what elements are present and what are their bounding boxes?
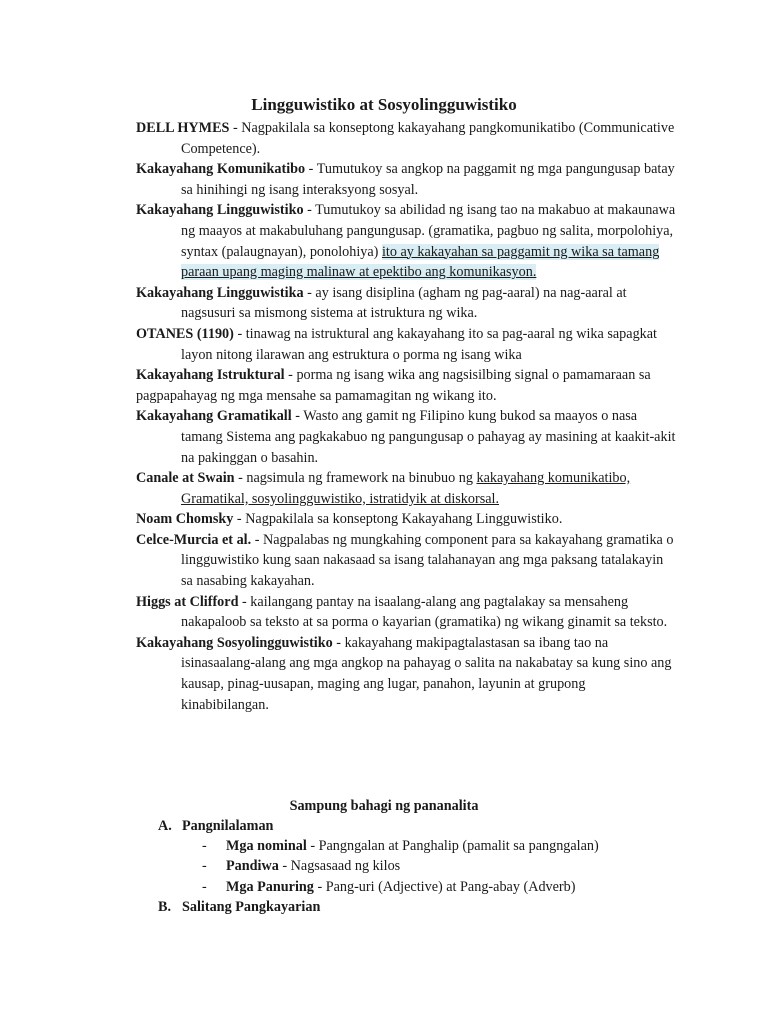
definition-entry: Kakayahang Komunikatibo - Tumutukoy sa angkop na paggamit ng mga pangungusap batay sa hinihingi ng isang interaksyong sosyal. xyxy=(136,161,675,198)
bullet-dash: - xyxy=(202,858,207,875)
outline-letter: B. xyxy=(158,898,172,915)
entry-term: DELL HYMES xyxy=(136,120,230,136)
entry-text: Tumutukoy sa angkop na paggamit ng mga pangungusap batay sa hinihingi ng isang interaksyong sosyal. xyxy=(181,161,675,198)
entry-text: kakayahang makipagtalastasan sa ibang tao na isinasaalang-alang ang mga angkop na pahayag o salita na nakabatay sa kung sino ang kausap, pinag-uusapan, maging ang lugar, panahon, layunin at grupong kinabibilangan. xyxy=(181,634,672,713)
entry-term: Higgs at Clifford xyxy=(136,593,239,610)
definition-entry: Higgs at Clifford - kailangang pantay na isaalang-alang ang pagtalakay sa mensaheng nakapaloob sa teksto at sa porma o kayarian (gramatika) ng wikang ginamit sa teksto. xyxy=(136,593,668,631)
outline-letter: A. xyxy=(158,818,172,834)
definition-entry: DELL HYMES - Nagpakilala sa konseptong kakayahang pangkomunikatibo (Communicative Competence). xyxy=(136,120,675,157)
entry-term: Kakayahang Istruktural xyxy=(136,367,285,384)
entry-term: Kakayahang Lingguwistiko xyxy=(136,202,304,219)
outline-label: Pangnilalaman xyxy=(182,818,274,834)
outline-subitem xyxy=(158,836,678,856)
entry-text: porma ng isang wika ang nagsisilbing signal o pamamaraan sa pagpapahayag ng mga mensahe sa pamamagitan ng wikang ito. xyxy=(136,367,651,404)
definition-entry: Kakayahang Lingguwistika - ay isang disiplina (agham ng pag-aaral) na nag-aaral at nagsusuri sa mismong sistema at istruktura ng wika. xyxy=(136,284,627,322)
outline-subitem xyxy=(158,877,678,897)
definition-entry: Kakayahang Istruktural - porma ng isang wika ang nagsisilbing signal o pamamaraan sa pagpapahayag ng mga mensahe sa pamamagitan ng wikang ito. xyxy=(136,367,651,404)
bullet-dash: - xyxy=(202,838,207,855)
subitem-term: Mga nominal xyxy=(226,838,307,855)
entry-text: Nagpakilala sa konseptong Kakayahang Lingguwistiko. xyxy=(245,511,563,528)
definition-entry: Canale at Swain - nagsimula ng framework na binubuo ng kakayahang komunikatibo, Gramatikal, sosyolingguwistiko, istratidyik at diskorsal. xyxy=(136,470,631,507)
entry-term: Noam Chomsky xyxy=(136,511,234,528)
definition-entry: Noam Chomsky - Nagpakilala sa konseptong Kakayahang Lingguwistiko. xyxy=(136,511,563,528)
entry-term: Canale at Swain xyxy=(136,470,235,487)
definition-entry: Celce-Murcia et al. - Nagpalabas ng mungkahing component para sa kakayahang gramatika o lingguwistiko kung saan nakasaad sa isang talahanayan ang mga paksang tatalakayin sa nasabing kakayahan. xyxy=(136,531,674,590)
definition-entry: Kakayahang Gramatikall - Wasto ang gamit ng Filipino kung bukod sa maayos o nasa tamang Sistema ang pagkakabuo ng pangungusap o pahayag ay masining at kaakit-akit na pakinggan o basahin. xyxy=(136,408,676,466)
entry-term: Kakayahang Komunikatibo xyxy=(136,161,306,178)
subitem-term: Mga Panuring xyxy=(226,878,314,895)
outline-item xyxy=(158,897,678,917)
entry-text: Nagpakilala sa konseptong kakayahang pangkomunikatibo (Communicative Competence). xyxy=(181,120,675,157)
entry-term: Kakayahang Sosyolingguwistiko xyxy=(136,634,333,651)
entry-text: kailangang pantay na isaalang-alang ang pagtalakay sa mensaheng nakapaloob sa teksto at sa porma o kayarian (gramatika) ng wikang ginamit sa teksto. xyxy=(181,593,668,631)
entry-text: Tumutukoy sa abilidad ng isang tao na makabuo at makaunawa ng maayos at makabuluhang pangungusap. (gramatika, pagbuo ng salita, morpolohiya, syntax (palaugnayan), ponolohiya) xyxy=(181,202,676,260)
highlighted-text: ito ay kakayahan sa paggamit ng wika sa tamang paraan upang maging malinaw at epektibo ang komunikasyon. xyxy=(181,243,660,281)
entry-text: Nagpalabas ng mungkahing component para sa kakayahang gramatika o lingguwistiko kung saan nakasaad sa isang talahanayan ang mga paksang tatalakayin sa nasabing kakayahan. xyxy=(181,531,674,590)
subitem-text: - Pangngalan at Panghalip (pamalit sa pangngalan) xyxy=(306,838,599,855)
subitem-text: - Pang-uri (Adjective) at Pang-abay (Adverb) xyxy=(313,878,576,895)
entry-term: Kakayahang Lingguwistika xyxy=(136,284,304,301)
subitem-term: Pandiwa xyxy=(226,858,279,875)
section-title: Sampung bahagi ng pananalita xyxy=(289,798,479,814)
entry-text: tinawag na istruktural ang kakayahang ito sa pag-aaral ng wika sapagkat layon nitong ilarawan ang estruktura o porma ng isang wika xyxy=(181,325,658,363)
subitem-text: - Nagsasaad ng kilos xyxy=(278,858,401,875)
entry-term: Celce-Murcia et al. xyxy=(136,531,252,548)
definition-entry: OTANES (1190) - tinawag na istruktural ang kakayahang ito sa pag-aaral ng wika sapagkat layon nitong ilarawan ang estruktura o porma ng isang wika xyxy=(136,325,658,363)
underlined-text: kakayahang komunikatibo, Gramatikal, sosyolingguwistiko, istratidyik at diskorsal. xyxy=(181,470,631,507)
entry-text: nagsimula ng framework na binubuo ng xyxy=(246,470,477,487)
entry-text: ay isang disiplina (agham ng pag-aaral) na nag-aaral at nagsusuri sa mismong sistema at istruktura ng wika. xyxy=(181,284,627,322)
outline-item xyxy=(158,816,678,836)
definition-entry: Kakayahang Lingguwistiko - Tumutukoy sa abilidad ng isang tao na makabuo at makaunawa ng maayos at makabuluhang pangungusap. (gramatika, pagbuo ng salita, morpolohiya, syntax (palaugnayan), ponolohiya) ito ay kakayahan sa paggamit ng wika sa tamang paraan upang maging malinaw at epektibo ang komunikasyon. xyxy=(136,202,676,281)
bullet-dash: - xyxy=(202,878,207,895)
definition-list xyxy=(136,118,676,715)
entry-text: Wasto ang gamit ng Filipino kung bukod sa maayos o nasa tamang Sistema ang pagkakabuo ng pangungusap o pahayag ay masining at kaakit-akit na pakinggan o basahin. xyxy=(181,408,676,466)
entry-term: Kakayahang Gramatikall xyxy=(136,408,292,425)
outline-subitem xyxy=(158,856,678,876)
definition-entry: Kakayahang Sosyolingguwistiko - kakayahang makipagtalastasan sa ibang tao na isinasaalang-alang ang mga angkop na pahayag o salita na nakabatay sa kung sino ang kausap, pinag-uusapan, maging ang lugar, panahon, layunin at grupong kinabibilangan. xyxy=(136,634,672,713)
document-title: Lingguwistiko at Sosyolingguwistiko xyxy=(251,95,517,114)
parts-of-speech-outline xyxy=(158,816,678,917)
outline-label: Salitang Pangkayarian xyxy=(182,898,321,915)
entry-term: OTANES (1190) xyxy=(136,325,234,342)
